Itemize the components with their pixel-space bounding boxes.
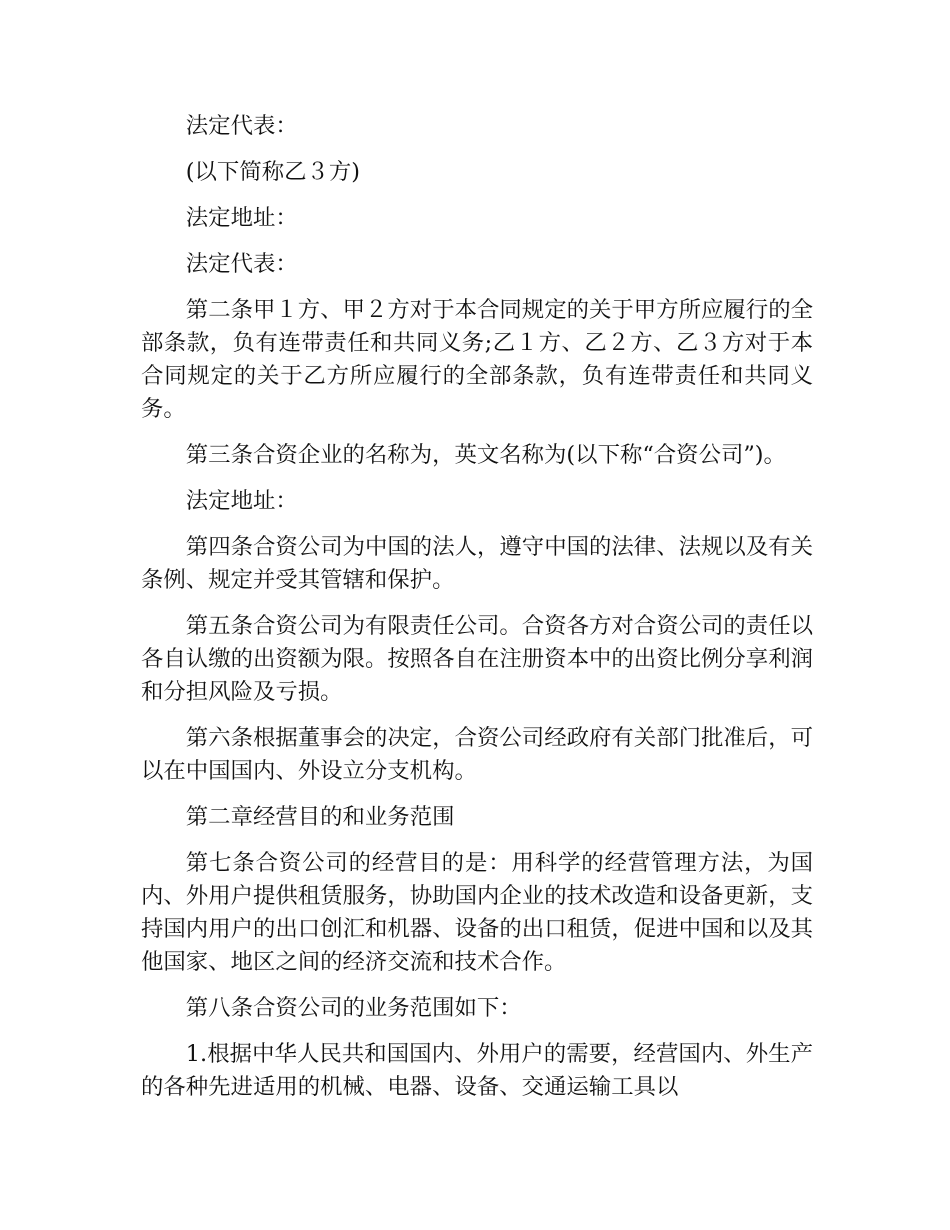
paragraph-article-2: 第二条甲１方、甲２方对于本合同规定的关于甲方所应履行的全部条款，负有连带责任和共同义务;乙１方、乙２方、乙３方对于本合同规定的关于乙方所应履行的全部条款，负有连带责任和共同义务。 xyxy=(141,297,813,422)
paragraph-article-3: 第三条合资企业的名称为，英文名称为(以下称“合资公司”)。 xyxy=(185,442,786,468)
paragraph-legal-representative-1: 法定代表： xyxy=(185,113,298,139)
paragraph-party-b3-abbreviation: (以下简称乙３方) xyxy=(185,159,361,185)
paragraph-article-6: 第六条根据董事会的决定，合资公司经政府有关部门批准后，可以在中国国内、外设立分支机构。 xyxy=(141,725,813,784)
paragraph-article-8: 第八条合资公司的业务范围如下： xyxy=(185,995,522,1021)
paragraph-article-5: 第五条合资公司为有限责任公司。合资各方对合资公司的责任以各自认缴的出资额为限。按照各自在注册资本中的出资比例分享利润和分担风险及亏损。 xyxy=(141,613,813,705)
paragraph-item-1: 1.根据中华人民共和国国内、外用户的需要，经营国内、外生产的各种先进适用的机械、电器、设备、交通运输工具以 xyxy=(141,1041,813,1100)
paragraph-article-7: 第七条合资公司的经营目的是：用科学的经营管理方法，为国内、外用户提供租赁服务，协助国内企业的技术改造和设备更新，支持国内用户的出口创汇和机器、设备的出口租赁，促进中国和以及其他国家、地区之间的经济交流和技术合作。 xyxy=(141,850,813,975)
paragraph-legal-address-2: 法定地址： xyxy=(185,488,298,514)
paragraph-legal-address-1: 法定地址： xyxy=(185,205,298,231)
paragraph-legal-representative-2: 法定代表： xyxy=(185,251,298,277)
document-body xyxy=(141,110,813,1117)
paragraph-article-4: 第四条合资公司为中国的法人，遵守中国的法律、法规以及有关条例、规定并受其管辖和保护。 xyxy=(141,534,813,593)
chapter-2-heading: 第二章经营目的和业务范围 xyxy=(185,804,455,830)
